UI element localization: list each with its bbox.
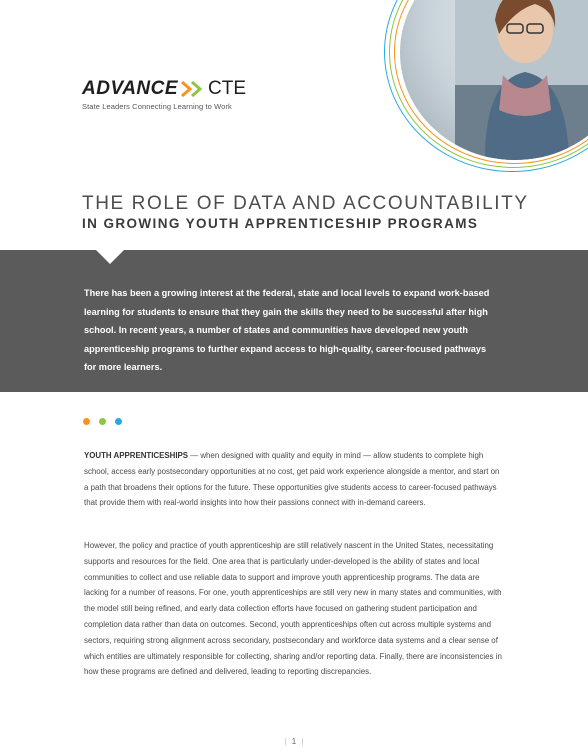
decorative-dots bbox=[83, 418, 122, 425]
body-paragraph-2: However, the policy and practice of youth apprenticeship are still relatively nascent in the United States, necessitating supports and resources for the field. One area that is particularly under-developed is the ability of states and local communities to collect and use reliable data to support and improve youth apprenticeship programs. The data are lacking for a number of reasons. For one, youth apprenticeships are still very new in many states and communities, with the model still being refined, and early data collection efforts have focused on gathering student participation and completion data rather than data on outcomes. Second, youth apprenticeships often cut across multiple systems and sectors, requiring strong alignment across secondary, postsecondary and workforce data systems and a clear sense of which entities are ultimately responsible for collecting, sharing and/or reporting data. Finally, there are inconsistencies in how these programs are defined and delivered, leading to reporting discrepancies. bbox=[84, 541, 502, 677]
banner-notch bbox=[96, 250, 124, 264]
page-number: 1 bbox=[291, 737, 297, 746]
body-paragraph-1 bbox=[84, 448, 504, 511]
header-photo bbox=[400, 0, 588, 160]
paragraph-1-text: — when designed with quality and equity in mind — allow students to complete high school, access early postsecondary opportunities at no cost, get paid work experience alongside a mentor, and start on a path that broadens their options for the future. These opportunities give students access to career-focused pathways that provide them with real-world insights into how their passions connect with in-demand careers. bbox=[84, 451, 500, 508]
orange-dot-icon bbox=[83, 418, 90, 425]
blue-dot-icon bbox=[115, 418, 122, 425]
paragraph-lead-in: YOUTH APPRENTICESHIPS bbox=[84, 451, 189, 460]
logo-cte-text: CTE bbox=[208, 78, 247, 99]
logo-tagline: State Leaders Connecting Learning to Work bbox=[82, 102, 232, 111]
chevron-arrows-icon bbox=[180, 81, 206, 97]
document-title-line1: THE ROLE OF DATA AND ACCOUNTABILITY bbox=[82, 193, 529, 214]
green-dot-icon bbox=[99, 418, 106, 425]
page-footer bbox=[0, 737, 588, 746]
student-photo-illustration bbox=[455, 0, 588, 160]
logo-advance-text: ADVANCE bbox=[82, 78, 179, 99]
intro-banner-text: There has been a growing interest at the federal, state and local levels to expand work-based learning for students to ensure that they gain the skills they need to be successful after high school. In recent years, a number of states and communities have developed new youth apprenticeship programs to further expand access to high-quality, career-focused pathways for more learners. bbox=[84, 288, 490, 372]
advance-cte-logo bbox=[82, 78, 246, 111]
logo-wordmark bbox=[82, 78, 246, 100]
document-title-line2: IN GROWING YOUTH APPRENTICESHIP PROGRAMS bbox=[82, 216, 479, 231]
footer-divider-right: | bbox=[301, 737, 304, 746]
footer-divider-left: | bbox=[284, 737, 287, 746]
